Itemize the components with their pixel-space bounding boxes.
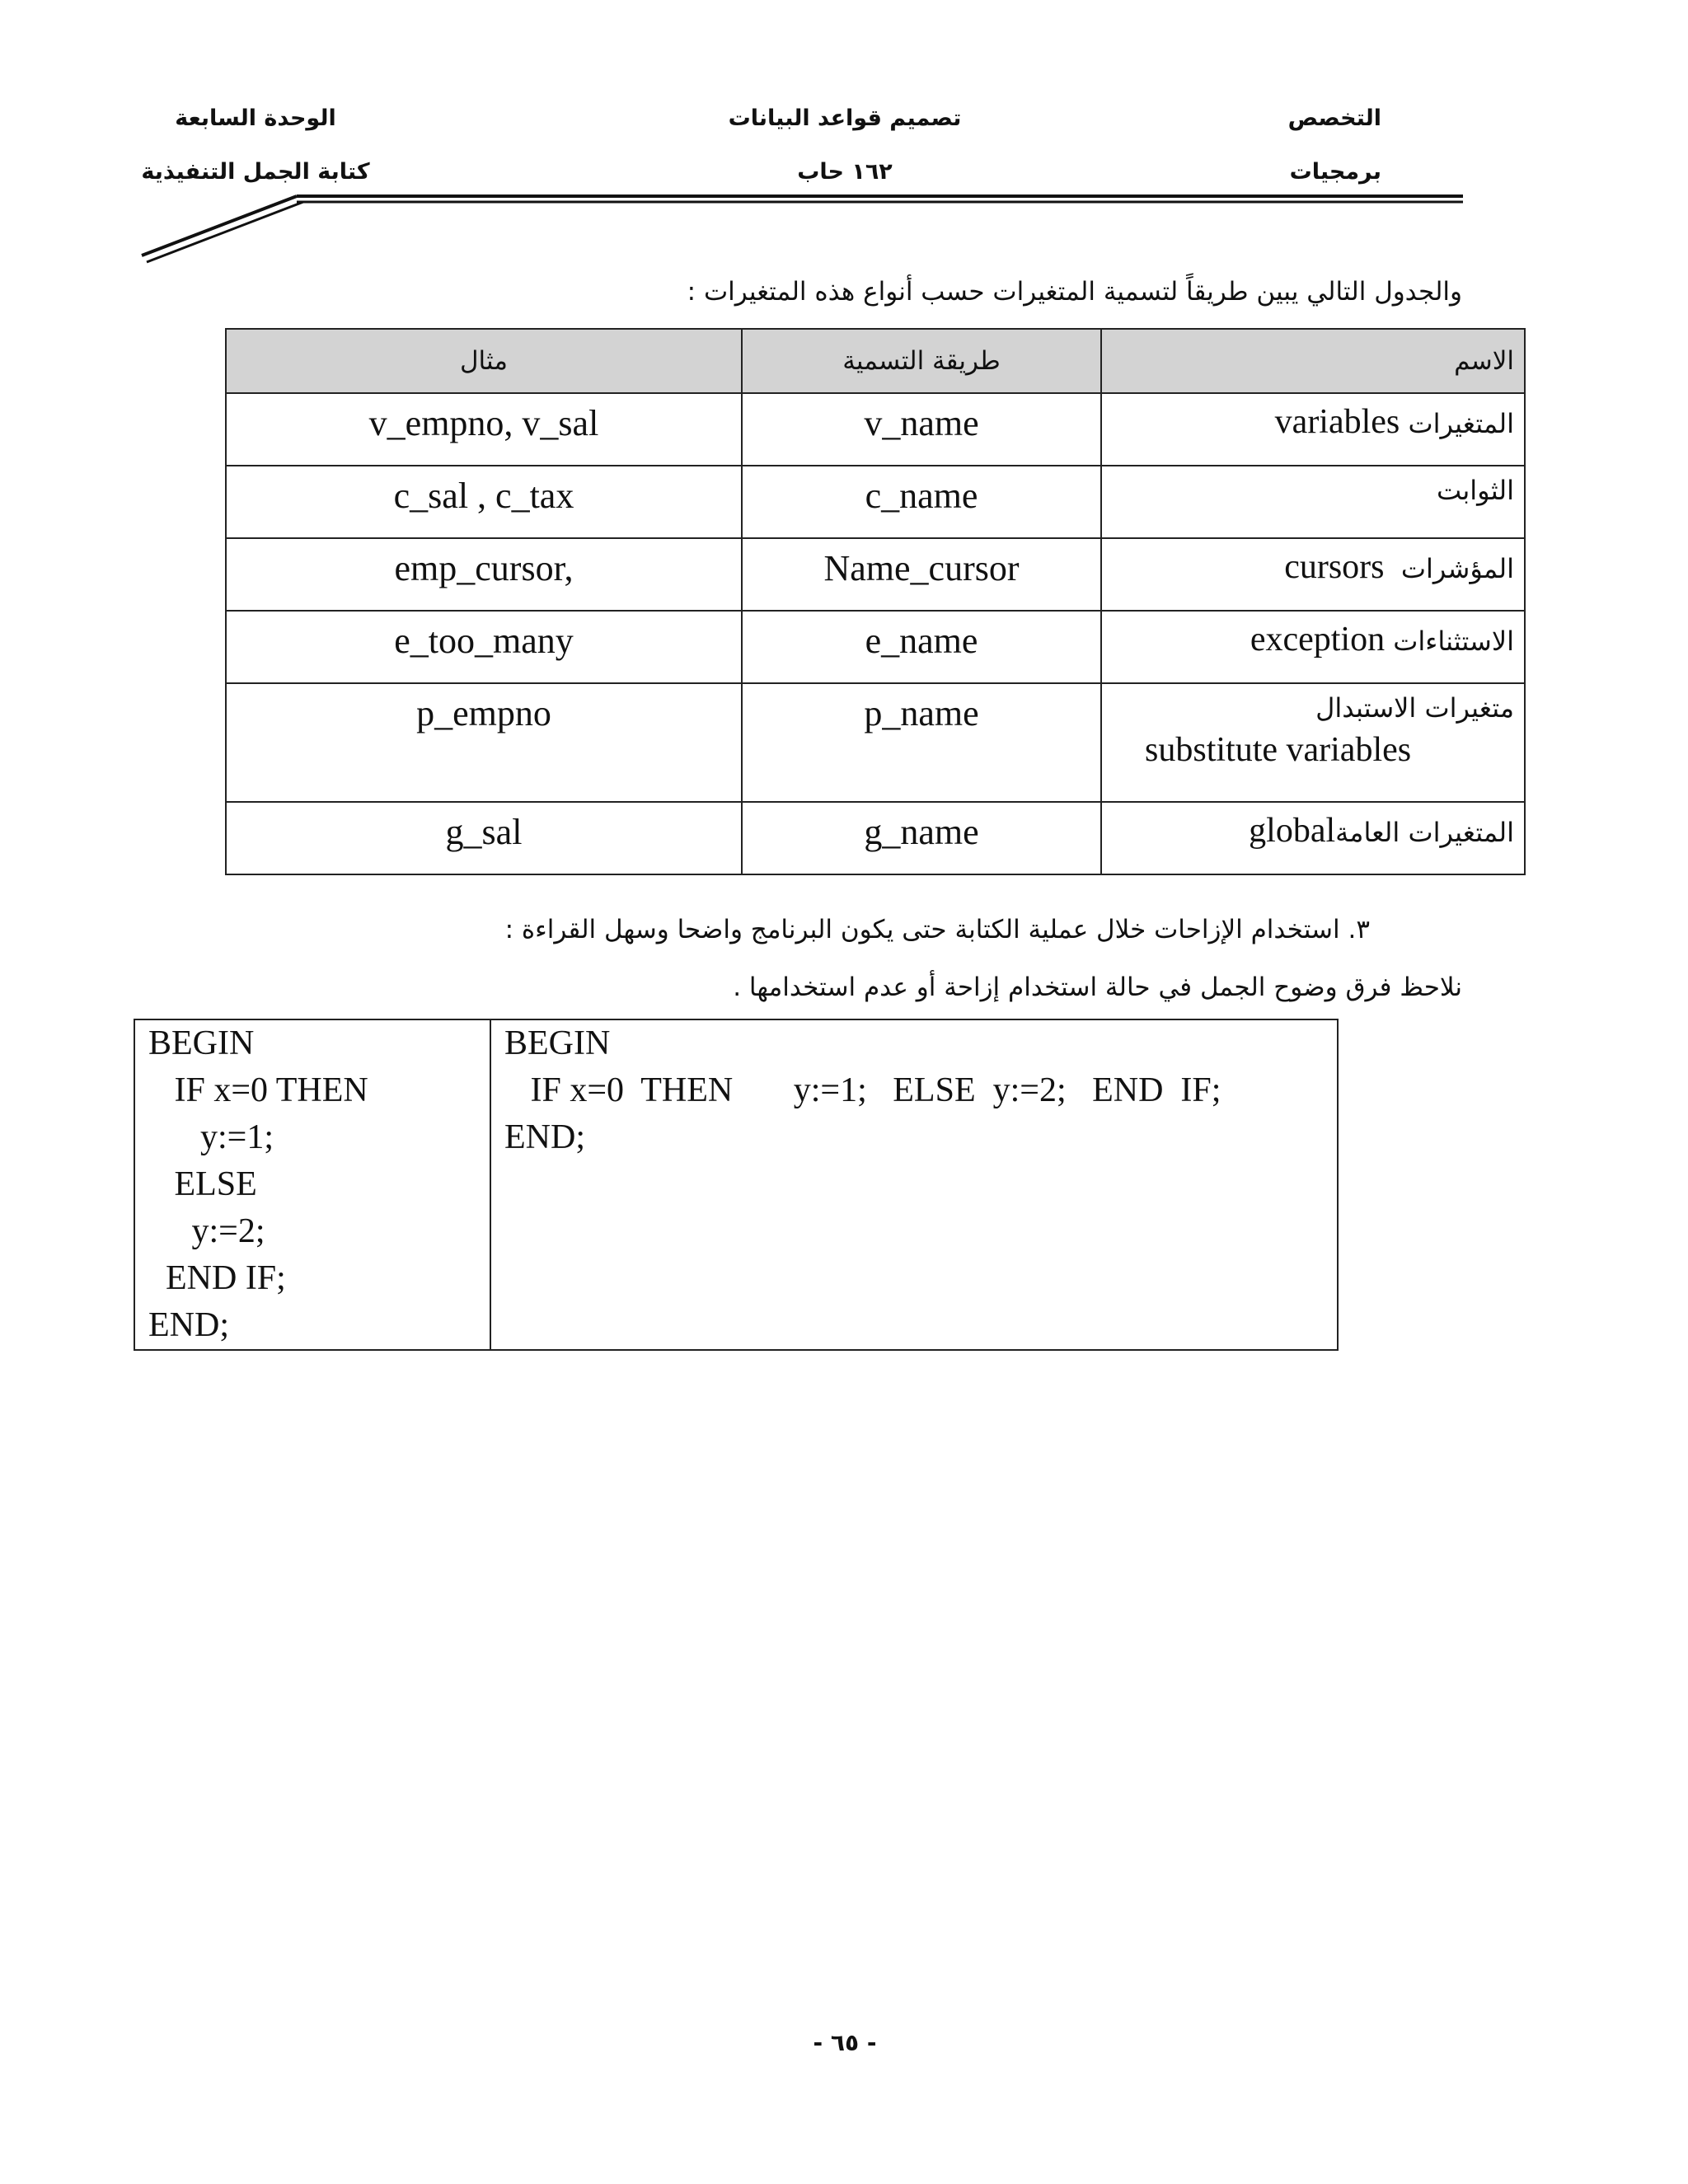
- point-3-text: ٣. استخدام الإزاحات خلال عملية الكتابة حتى يكون البرنامج واضحا وسهل القراءة :: [504, 915, 1370, 944]
- example-cell: v_empno, v_sal: [226, 393, 742, 466]
- table-row: [226, 683, 1525, 802]
- name-cell: [1101, 538, 1525, 611]
- name-en: global: [1249, 812, 1336, 850]
- page-number: - ٦٥ -: [813, 2029, 877, 2056]
- name-ar: المؤشرات: [1400, 553, 1514, 584]
- name-en: substitute variables: [1145, 731, 1412, 769]
- name-ar: المتغيرات: [1408, 408, 1514, 439]
- table-row: [226, 466, 1525, 538]
- method-cell: c_name: [742, 466, 1101, 538]
- name-cell: [1101, 466, 1525, 538]
- intro-paragraph: والجدول التالي يبين طريقاً لتسمية المتغيرات حسب أنواع هذه المتغيرات :: [687, 277, 1462, 307]
- compact-code-cell: [490, 1019, 1338, 1350]
- name-cell: [1101, 393, 1525, 466]
- course-code: ١٦٢ حاب: [797, 159, 893, 185]
- method-cell: e_name: [742, 611, 1101, 683]
- method-cell: g_name: [742, 802, 1101, 874]
- name-cell: [1101, 683, 1525, 802]
- example-cell: p_empno: [226, 683, 742, 802]
- compact-code: BEGIN IF x=0 THEN y:=1; ELSE y:=2; END IF; END;: [504, 1024, 1221, 1156]
- name-cell: [1101, 611, 1525, 683]
- example-cell: c_sal , c_tax: [226, 466, 742, 538]
- name-en: variables: [1274, 403, 1400, 441]
- note-text: نلاحظ فرق وضوح الجمل في حالة استخدام إزاحة أو عدم استخدامها .: [733, 972, 1462, 1002]
- example-cell: emp_cursor,: [226, 538, 742, 611]
- name-en: cursors: [1284, 548, 1385, 586]
- name-cell: [1101, 802, 1525, 874]
- unit-title: كتابة الجمل التنفيذية: [141, 159, 370, 185]
- method-cell: v_name: [742, 393, 1101, 466]
- header-name: الاسم: [1101, 329, 1525, 393]
- indented-code-cell: [134, 1019, 490, 1350]
- header-rule: [132, 188, 1467, 270]
- name-en: exception: [1250, 621, 1386, 658]
- example-cell: g_sal: [226, 802, 742, 874]
- header-method: طريقة التسمية: [742, 329, 1101, 393]
- table-row: [226, 802, 1525, 874]
- method-cell: Name_cursor: [742, 538, 1101, 611]
- indented-code: BEGIN IF x=0 THEN y:=1; ELSE y:=2; END IF; END;: [148, 1024, 368, 1344]
- specialization-label: التخصص: [1287, 105, 1381, 131]
- name-ar: متغيرات الاستبدال: [1315, 692, 1514, 724]
- table-row: [226, 393, 1525, 466]
- table-header-row: [226, 329, 1525, 393]
- unit-label: الوحدة السابعة: [175, 105, 336, 131]
- name-ar: الاستثناءات: [1393, 626, 1514, 657]
- table-row: [226, 611, 1525, 683]
- specialization-value: برمجيات: [1289, 159, 1381, 185]
- example-cell: e_too_many: [226, 611, 742, 683]
- naming-table: [225, 328, 1526, 875]
- method-cell: p_name: [742, 683, 1101, 802]
- name-ar: المتغيرات العامة: [1335, 817, 1514, 848]
- table-row: [226, 538, 1525, 611]
- code-comparison-table: [134, 1019, 1339, 1351]
- course-title: تصميم قواعد البيانات: [728, 105, 962, 131]
- header-example: مثال: [226, 329, 742, 393]
- name-ar: الثوابت: [1436, 475, 1514, 506]
